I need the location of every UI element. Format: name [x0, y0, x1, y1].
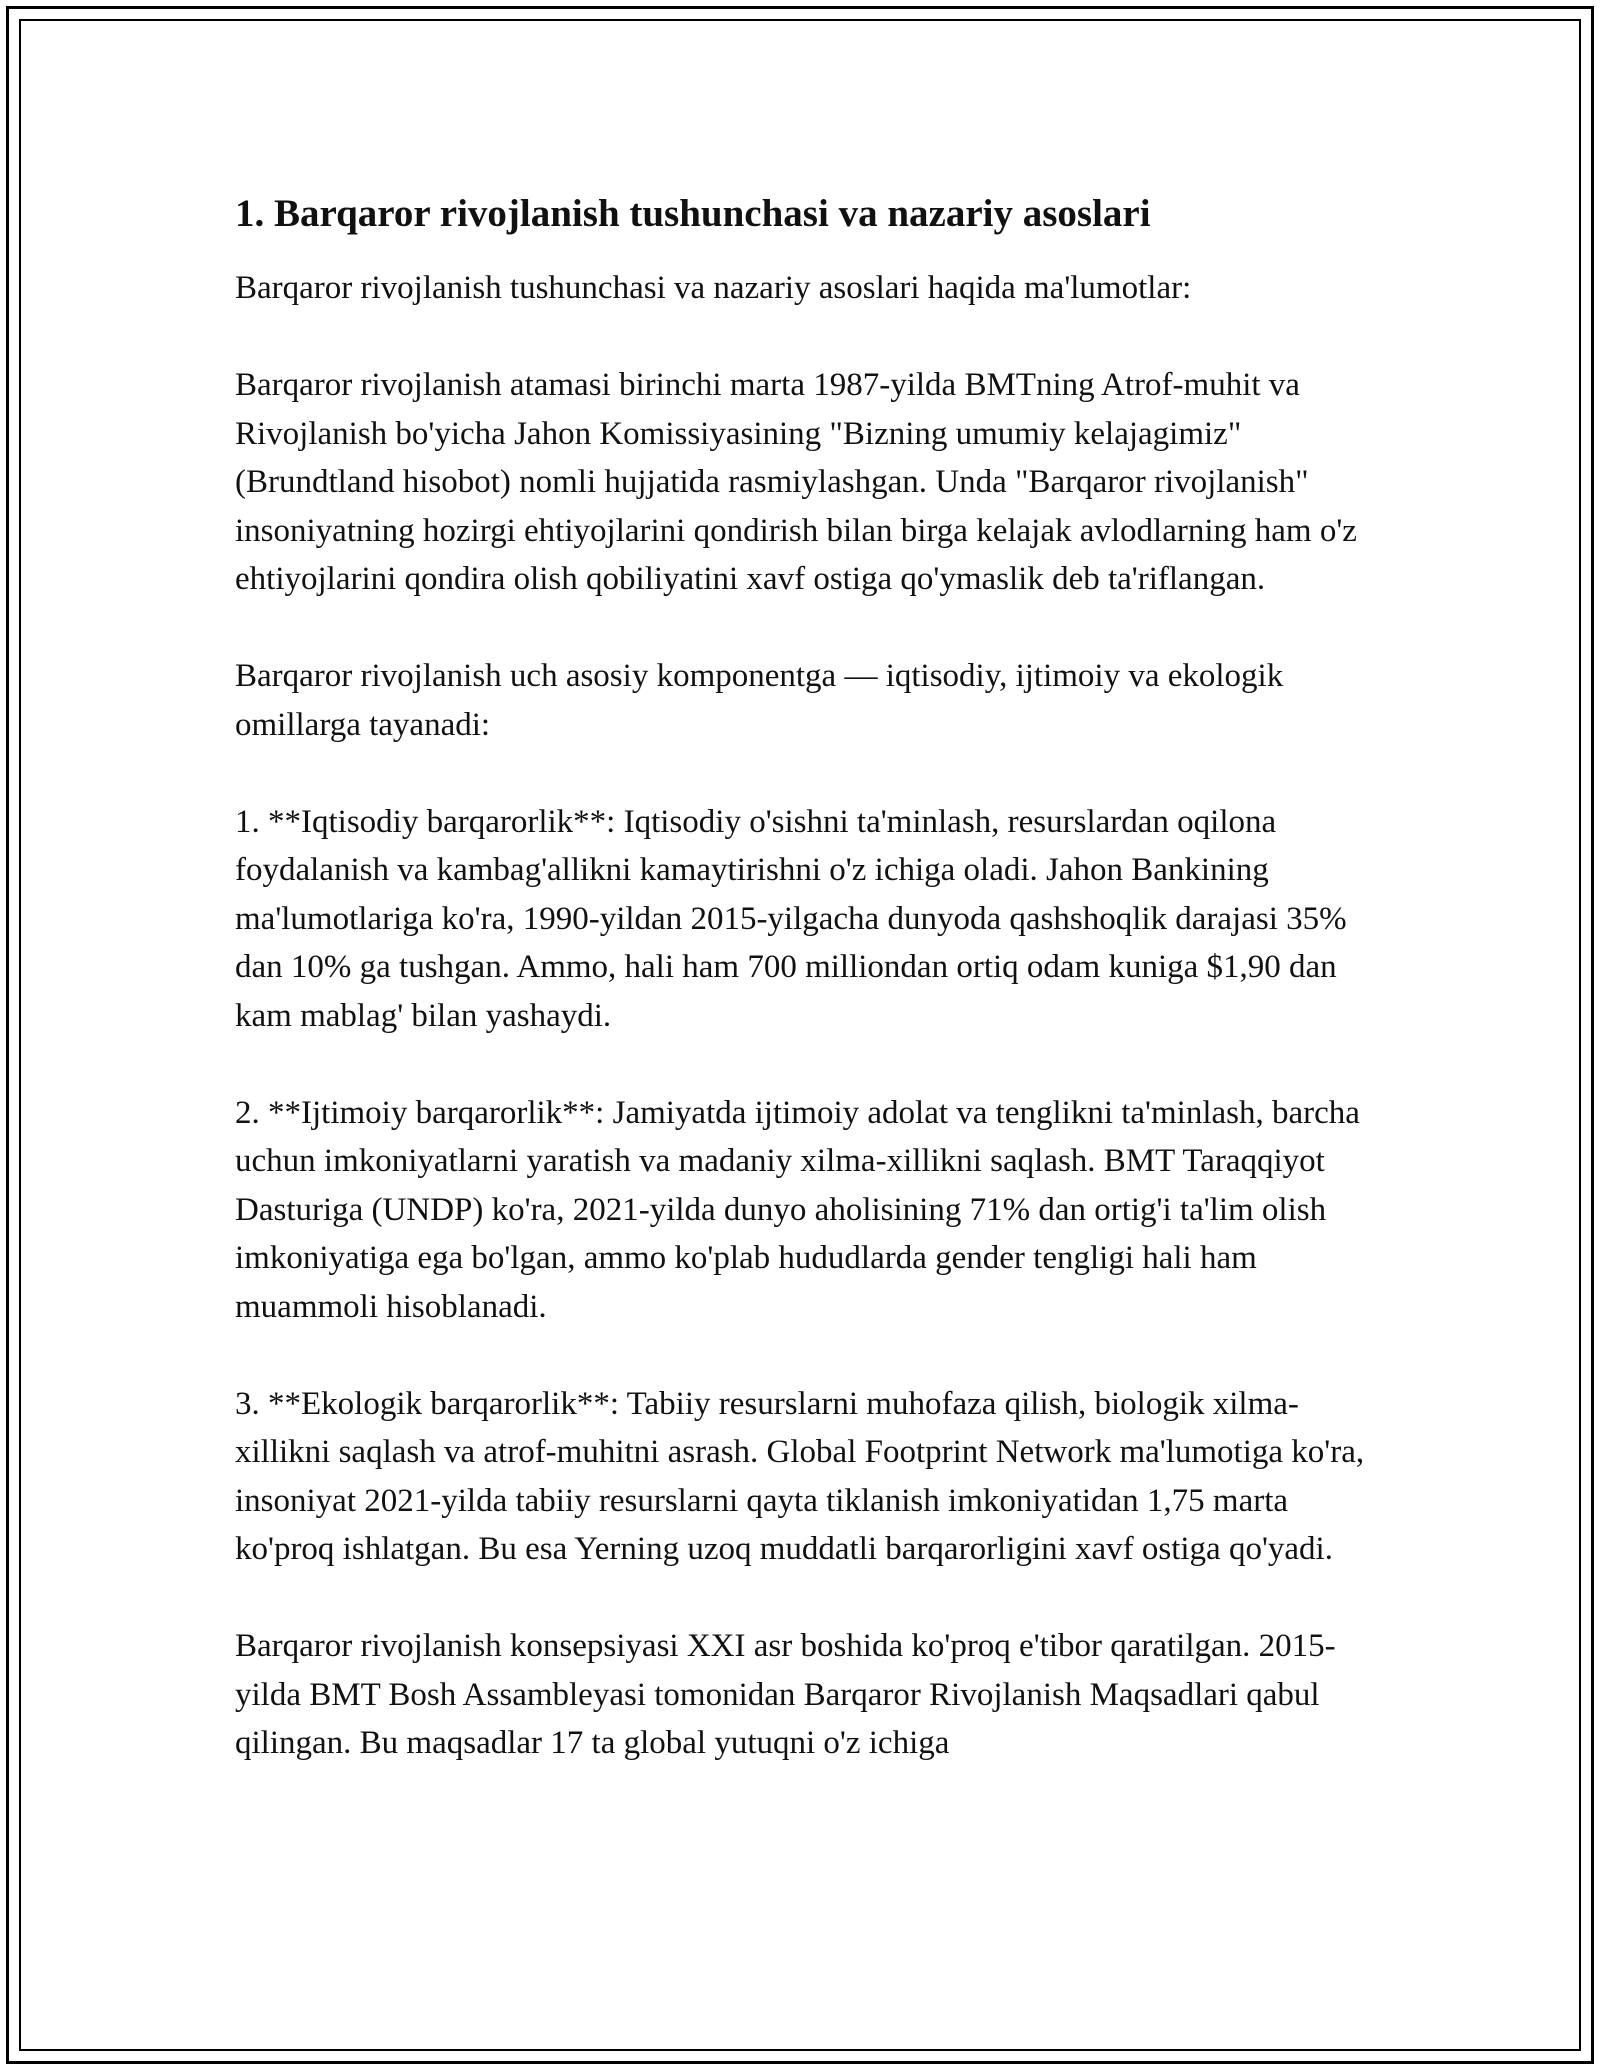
- components-paragraph: Barqaror rivojlanish uch asosiy komponentga — iqtisodiy, ijtimoiy va ekologik omillarga tayanadi:: [235, 658, 1284, 743]
- economic-sustainability-paragraph: 1. **Iqtisodiy barqarorlik**: Iqtisodiy o'sishni ta'minlash, resurslardan oqilona foydalanish va kambag'allikni kamaytirishni o'z ichiga oladi. Jahon Bankining ma'lumotlariga ko'ra, 1990-yildan 2015-yilgacha dunyoda qashshoqlik darajasi 35% dan 10% ga tushgan. Ammo, hali ham 700 milliondan ortiq odam kuniga $1,90 dan kam mablag' bilan yashaydi.: [235, 803, 1347, 1034]
- definition-paragraph: Barqaror rivojlanish atamasi birinchi marta 1987-yilda BMTning Atrof-muhit va Rivojlanish bo'yicha Jahon Komissiyasining "Bizning umumiy kelajagimiz" (Brundtland hisobot) nomli hujjatida rasmiylashgan. Unda "Barqaror rivojlanish" insoniyatning hozirgi ehtiyojlarini qondirish bilan birga kelajak avlodlarning ham o'z ehtiyojlarini qondira olish qobiliyatini xavf ostiga qo'ymaslik deb ta'riflangan.: [235, 367, 1357, 597]
- section-heading: 1. Barqaror rivojlanish tushunchasi va nazariy asoslari: [235, 192, 1151, 235]
- social-sustainability-paragraph: 2. **Ijtimoiy barqarorlik**: Jamiyatda ijtimoiy adolat va tenglikni ta'minlash, barcha uchun imkoniyatlarni yaratish va madaniy xilma-xillikni saqlash. BMT Taraqqiyot Dasturiga (UNDP) ko'ra, 2021-yilda dunyo aholisining 71% dan ortig'i ta'lim olish imkoniyatiga ega bo'lgan, ammo ko'plab hududlarda gender tengligi hali ham muammoli hisoblanadi.: [235, 1094, 1360, 1325]
- intro-paragraph: Barqaror rivojlanish tushunchasi va nazariy asoslari haqida ma'lumotlar:: [235, 270, 1192, 306]
- concept-paragraph: Barqaror rivojlanish konsepsiyasi XXI asr boshida ko'proq e'tibor qaratilgan. 2015-yilda BMT Bosh Assambleyasi tomonidan Barqaror Rivojlanish Maqsadlari qabul qilingan. Bu maqsadlar 17 ta global yutuqni o'z ichiga: [235, 1628, 1336, 1761]
- ecological-sustainability-paragraph: 3. **Ekologik barqarorlik**: Tabiiy resurslarni muhofaza qilish, biologik xilma-xillikni saqlash va atrof-muhitni asrash. Global Footprint Network ma'lumotiga ko'ra, insoniyat 2021-yilda tabiiy resurslarni qayta tiklanish imkoniyatidan 1,75 marta ko'proq ishlatgan. Bu esa Yerning uzoq muddatli barqarorligini xavf ostiga qo'yadi.: [235, 1385, 1365, 1567]
- document-body: [235, 188, 1385, 1768]
